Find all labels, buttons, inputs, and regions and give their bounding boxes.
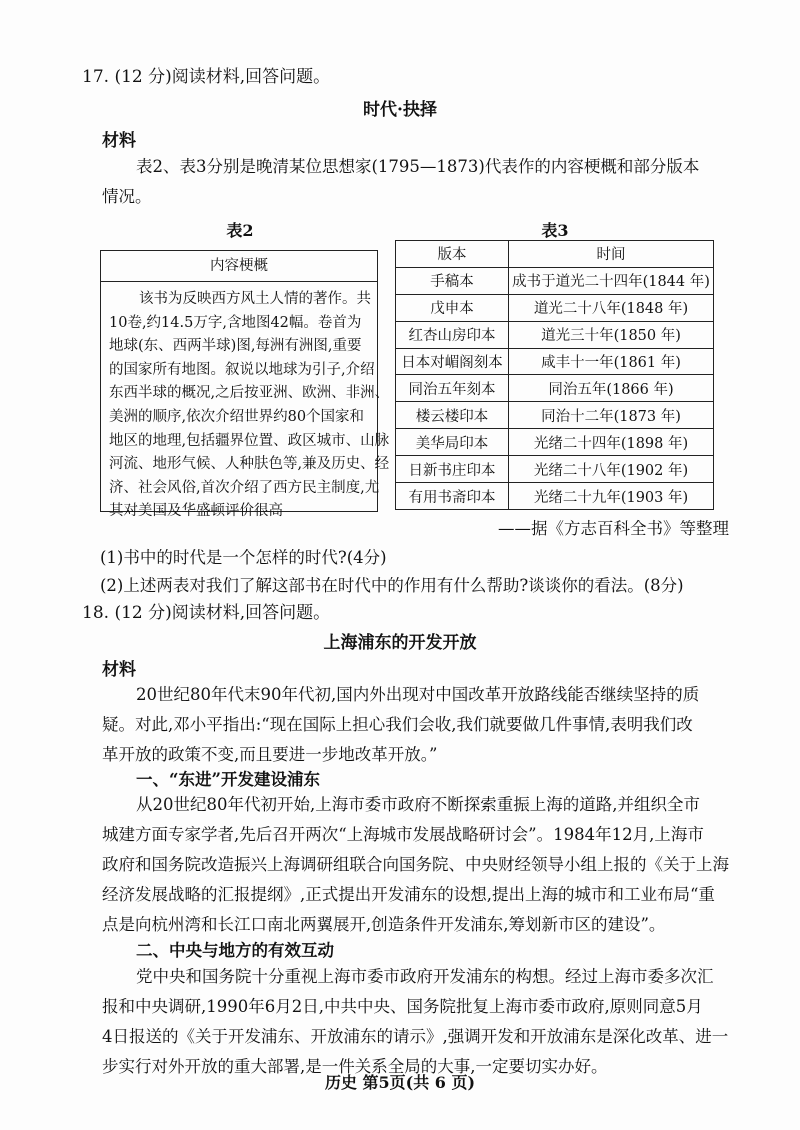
q18-p1-line: 革开放的政策不变,而且要进一步地改革开放。” — [102, 745, 438, 764]
table3 — [395, 240, 714, 510]
table3-col-time: 时间 — [509, 241, 714, 268]
q18-p3-line: 报和中央调研,1990年6月2日,中共中央、国务院批复上海市委市政府,原则同意5月 — [102, 997, 703, 1016]
q18-p3-line: 党中央和国务院十分重视上海市委市政府开发浦东的构想。经过上海市委多次汇 — [136, 967, 714, 986]
time-cell: 光绪二十九年(1903 年) — [509, 483, 714, 510]
q18-p3-line: 4日报送的《关于开发浦东、开放浦东的请示》,强调开发和开放浦东是深化改革、进一 — [102, 1027, 729, 1046]
q18-p3-line: 步实行对外开放的重大部署,是一件关系全局的大事,一定要切实办好。 — [102, 1057, 608, 1076]
edition-cell: 日本对嵋阁刻本 — [396, 348, 509, 375]
table2-line: 10卷,约14.5万字,含地图42幅。卷首为 — [109, 314, 362, 331]
q17-header: 17. (12 分)阅读材料,回答问题。 — [82, 67, 331, 87]
table3-caption: 表3 — [541, 221, 569, 240]
table2-line: 济、社会风俗,首次介绍了西方民主制度,尤 — [109, 479, 380, 496]
time-cell: 光绪二十四年(1898 年) — [509, 429, 714, 456]
q17-title: 时代·抉择 — [363, 100, 437, 120]
edition-cell: 红杏山房印本 — [396, 321, 509, 348]
table2-header: 内容梗概 — [101, 251, 377, 282]
q18-p2-line: 经济发展战略的汇报提纲》,正式提出开发浦东的设想,提出上海的城市和工业布局“重 — [102, 885, 715, 904]
q18-p2-line: 点是向杭州湾和长江口南北两翼展开,创造条件开发浦东,筹划新市区的建设”。 — [102, 915, 666, 934]
table3-col-edition: 版本 — [396, 241, 509, 268]
q17-intro — [102, 152, 699, 212]
q18-paragraph-1 — [102, 680, 699, 770]
table-row — [396, 456, 714, 483]
time-cell: 光绪二十八年(1902 年) — [509, 456, 714, 483]
time-cell: 道光二十八年(1848 年) — [509, 294, 714, 321]
edition-cell: 有用书斋印本 — [396, 483, 509, 510]
table-row — [396, 294, 714, 321]
time-cell: 成书于道光二十四年(1844 年) — [509, 267, 714, 294]
table-row — [396, 402, 714, 429]
table2-body — [101, 282, 390, 524]
table-row — [396, 321, 714, 348]
q18-section-2-title: 二、中央与地方的有效互动 — [136, 941, 334, 960]
q18-paragraph-2 — [102, 790, 729, 940]
table-row — [396, 375, 714, 402]
table2-line: 东西半球的概况,之后按亚洲、欧洲、非洲、 — [109, 385, 390, 402]
edition-cell: 日新书庄印本 — [396, 456, 509, 483]
table-row — [396, 348, 714, 375]
table2-line: 河流、地形气候、人种肤色等,兼及历史、经 — [109, 456, 390, 473]
q17-intro-line: 情况。 — [102, 187, 152, 206]
q17-question-2: (2)上述两表对我们了解这部书在时代中的作用有什么帮助?谈谈你的看法。(8分) — [100, 576, 684, 595]
q18-paragraph-3 — [102, 962, 728, 1082]
edition-cell: 美华局印本 — [396, 429, 509, 456]
time-cell: 同治十二年(1873 年) — [509, 402, 714, 429]
q18-header: 18. (12 分)阅读材料,回答问题。 — [82, 603, 331, 623]
table-row — [396, 429, 714, 456]
table-row — [396, 267, 714, 294]
table2-line: 地球(东、西两半球)图,每洲有洲图,重要 — [109, 338, 362, 355]
table3-header-row — [396, 241, 714, 268]
page-footer: 历史 第5页(共 6 页) — [324, 1073, 476, 1092]
edition-cell: 手稿本 — [396, 267, 509, 294]
table2-line: 的国家所有地图。叙说以地球为引子,介绍 — [109, 361, 375, 378]
time-cell: 同治五年(1866 年) — [509, 375, 714, 402]
table2-line: 美洲的顺序,依次介绍世界约80个国家和 — [109, 408, 365, 425]
q18-p2-line: 从20世纪80年代初开始,上海市委市政府不断探索重振上海的道路,并组织全市 — [136, 795, 700, 814]
table-row — [396, 483, 714, 510]
table2-line: 地区的地理,包括疆界位置、政区城市、山脉 — [109, 432, 390, 449]
q18-p1-line: 疑。对此,邓小平指出:“现在国际上担心我们会收,我们就要做几件事情,表明我们改 — [102, 715, 693, 734]
q18-p1-line: 20世纪80年代末90年代初,国内外出现对中国改革开放路线能否继续坚持的质 — [136, 685, 700, 704]
q18-p2-line: 城建方面专家学者,先后召开两次“上海城市发展战略研讨会”。1984年12月,上海市 — [102, 825, 704, 844]
q17-question-1: (1)书中的时代是一个怎样的时代?(4分) — [100, 548, 387, 567]
table2 — [100, 250, 390, 520]
q17-source: ——据《方志百科全书》等整理 — [498, 519, 729, 538]
edition-cell: 同治五年刻本 — [396, 375, 509, 402]
time-cell: 道光三十年(1850 年) — [509, 321, 714, 348]
edition-cell: 楼云楼印本 — [396, 402, 509, 429]
table2-line: 其对美国及华盛顿评价很高 — [109, 503, 283, 520]
table2-line: 该书为反映西方风土人情的著作。共 — [139, 291, 371, 307]
time-cell: 咸丰十一年(1861 年) — [509, 348, 714, 375]
q18-material-label: 材料 — [102, 660, 136, 680]
q18-p2-line: 政府和国务院改造振兴上海调研组联合向国务院、中央财经领导小组上报的《关于上海 — [102, 855, 729, 874]
q18-section-1-title: 一、“东进”开发建设浦东 — [136, 770, 320, 789]
table2-caption: 表2 — [226, 221, 254, 240]
q18-title: 上海浦东的开发开放 — [323, 633, 477, 653]
edition-cell: 戊申本 — [396, 294, 509, 321]
q17-material-label: 材料 — [102, 131, 136, 151]
q17-intro-line: 表2、表3分别是晚清某位思想家(1795—1873)代表作的内容梗概和部分版本 — [136, 157, 700, 176]
